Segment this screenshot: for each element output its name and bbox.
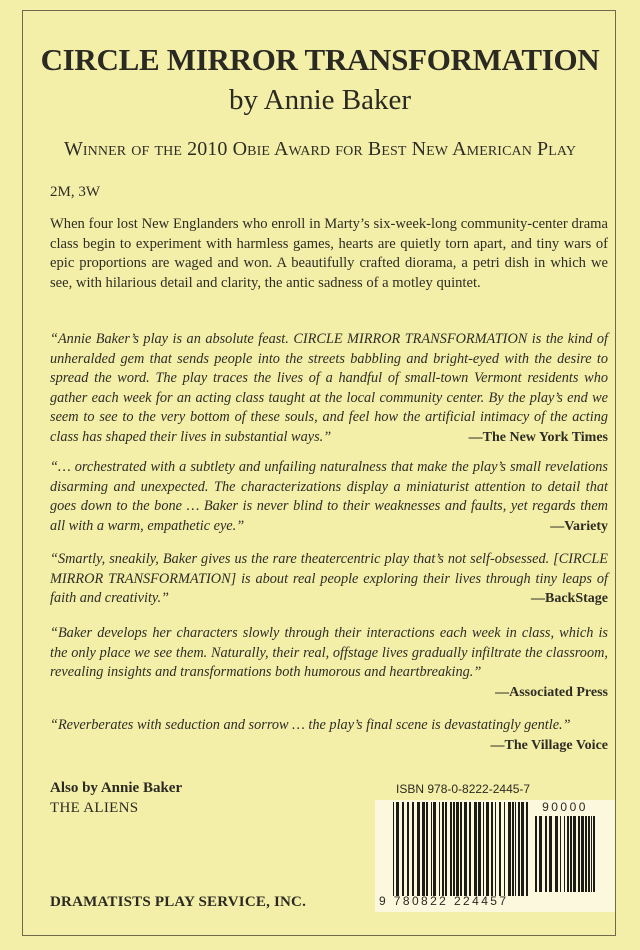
barcode-bar bbox=[504, 802, 505, 896]
barcode-bar bbox=[521, 802, 524, 896]
barcode-bar bbox=[560, 816, 561, 892]
barcode-bar bbox=[535, 816, 537, 892]
ean-digits: 9 780822 224457 bbox=[379, 894, 509, 908]
barcode-bar bbox=[549, 816, 552, 892]
ean-barcode-bars bbox=[393, 802, 529, 896]
barcode-bar bbox=[460, 802, 462, 896]
barcode-bar bbox=[499, 802, 501, 896]
barcode-bar bbox=[456, 802, 459, 896]
quote-text: “Reverberates with seduction and sorrow … the play’s final scene is devastatingly gentle.” bbox=[50, 717, 571, 733]
barcode-bar bbox=[422, 802, 425, 896]
isbn-number: ISBN 978-0-8222-2445-7 bbox=[396, 782, 531, 796]
review-quote bbox=[50, 716, 608, 755]
barcode-bar bbox=[573, 816, 576, 892]
barcode-bar bbox=[486, 802, 489, 896]
barcode-bar bbox=[439, 802, 440, 896]
publisher-name: DRAMATISTS PLAY SERVICE, INC. bbox=[50, 894, 307, 910]
barcode-bar bbox=[442, 802, 444, 896]
barcode-bar bbox=[526, 802, 528, 896]
barcode-bar bbox=[469, 802, 471, 896]
barcode-bar bbox=[585, 816, 587, 892]
quote-source: —BackStage bbox=[531, 591, 608, 606]
award-line: Winner of the 2010 Obie Award for Best New American Play bbox=[63, 138, 577, 160]
barcode-bar bbox=[570, 816, 572, 892]
barcode-bar bbox=[578, 816, 580, 892]
barcode-bar bbox=[426, 802, 428, 896]
barcode-bar bbox=[567, 816, 569, 892]
barcode-bar bbox=[518, 802, 520, 896]
quote-text: “… orchestrated with a subtlety and unfailing naturalness that make the play’s small revelations disarming and unexpected. The characterizations display a miniaturist attention to detail that goes down to the bone … Baker is never blind to their weaknesses and faults, yet regards them all with a warm, empathetic eye.” bbox=[50, 459, 608, 534]
barcode bbox=[375, 800, 615, 912]
barcode-bar bbox=[545, 816, 547, 892]
barcode-bar bbox=[581, 816, 584, 892]
quote-source: —The New York Times bbox=[468, 429, 608, 445]
quote-source: —Variety bbox=[550, 518, 608, 534]
review-quote bbox=[50, 458, 608, 536]
barcode-bar bbox=[591, 816, 592, 892]
barcode-bar bbox=[539, 816, 542, 892]
barcode-bar bbox=[402, 802, 404, 896]
barcode-bar bbox=[495, 802, 496, 896]
barcode-bar bbox=[396, 802, 399, 896]
barcode-bar bbox=[450, 802, 452, 896]
barcode-bar bbox=[491, 802, 493, 896]
barcode-bar bbox=[433, 802, 436, 896]
barcode-bar bbox=[417, 802, 420, 896]
barcode-bar bbox=[478, 802, 481, 896]
barcode-bar bbox=[483, 802, 484, 896]
barcode-bar bbox=[512, 802, 514, 896]
barcode-bar bbox=[464, 802, 467, 896]
barcode-bar bbox=[515, 802, 516, 896]
barcode-bar bbox=[453, 802, 455, 896]
quote-source: —The Village Voice bbox=[490, 737, 608, 753]
quote-text: “Annie Baker’s play is an absolute feast. CIRCLE MIRROR TRANSFORMATION is the kind of unheralded gem that sends people into the streets babbling and bright-eyed with the desire to spread the word. The play traces the lives of a handful of small-town Vermont residents who gather each week for an acting class taught at the local community center. By the play’s end we seem to see to the very bottom of these souls, and feel how the artificial intimacy of the acting class has shaped their lives in substantial ways.” bbox=[50, 331, 608, 445]
barcode-bar bbox=[431, 802, 432, 896]
quote-source: —Associated Press bbox=[495, 684, 608, 700]
synopsis: When four lost New Englanders who enroll in Marty’s six-week-long community-center drama class begin to experiment with harmless games, hearts are quietly torn apart, and tiny wars of epic proportions are waged and won. A beautifully crafted diorama, a petri dish in which we see, with hilarious detail and clarity, the antic sadness of a motley quintet. bbox=[50, 216, 608, 291]
barcode-bar bbox=[508, 802, 511, 896]
barcode-bar bbox=[564, 816, 565, 892]
addon-barcode-bars bbox=[535, 816, 597, 892]
book-title: CIRCLE MIRROR TRANSFORMATION bbox=[40, 42, 600, 77]
book-author: by Annie Baker bbox=[228, 84, 411, 116]
also-by-title: THE ALIENS bbox=[50, 800, 139, 816]
cast-size: 2M, 3W bbox=[50, 184, 100, 200]
barcode-bar bbox=[588, 816, 590, 892]
price-addon-digits: 90000 bbox=[542, 800, 588, 814]
barcode-bar bbox=[412, 802, 414, 896]
barcode-bar bbox=[445, 802, 447, 896]
barcode-bar bbox=[555, 816, 558, 892]
review-quote bbox=[50, 624, 608, 702]
quote-text: “Baker develops her characters slowly through their interactions each week in class, which is the only place we see them. Naturally, their real, offstage lives gradually infiltrate the classroom, revealing insights and transformations both humorous and heartbreaking.” bbox=[50, 625, 608, 680]
barcode-bar bbox=[593, 816, 595, 892]
review-quote bbox=[50, 330, 608, 447]
review-quote bbox=[50, 550, 608, 609]
also-by-heading: Also by Annie Baker bbox=[50, 780, 183, 796]
barcode-bar bbox=[474, 802, 477, 896]
barcode-bar bbox=[407, 802, 409, 896]
quote-text: “Smartly, sneakily, Baker gives us the rare theatercentric play that’s not self-obsessed. [CIRCLE MIRROR TRANSFORMATION] is about real people exploring their lives through tiny leaps of faith and creativity.” bbox=[50, 551, 608, 606]
barcode-bar bbox=[393, 802, 394, 896]
